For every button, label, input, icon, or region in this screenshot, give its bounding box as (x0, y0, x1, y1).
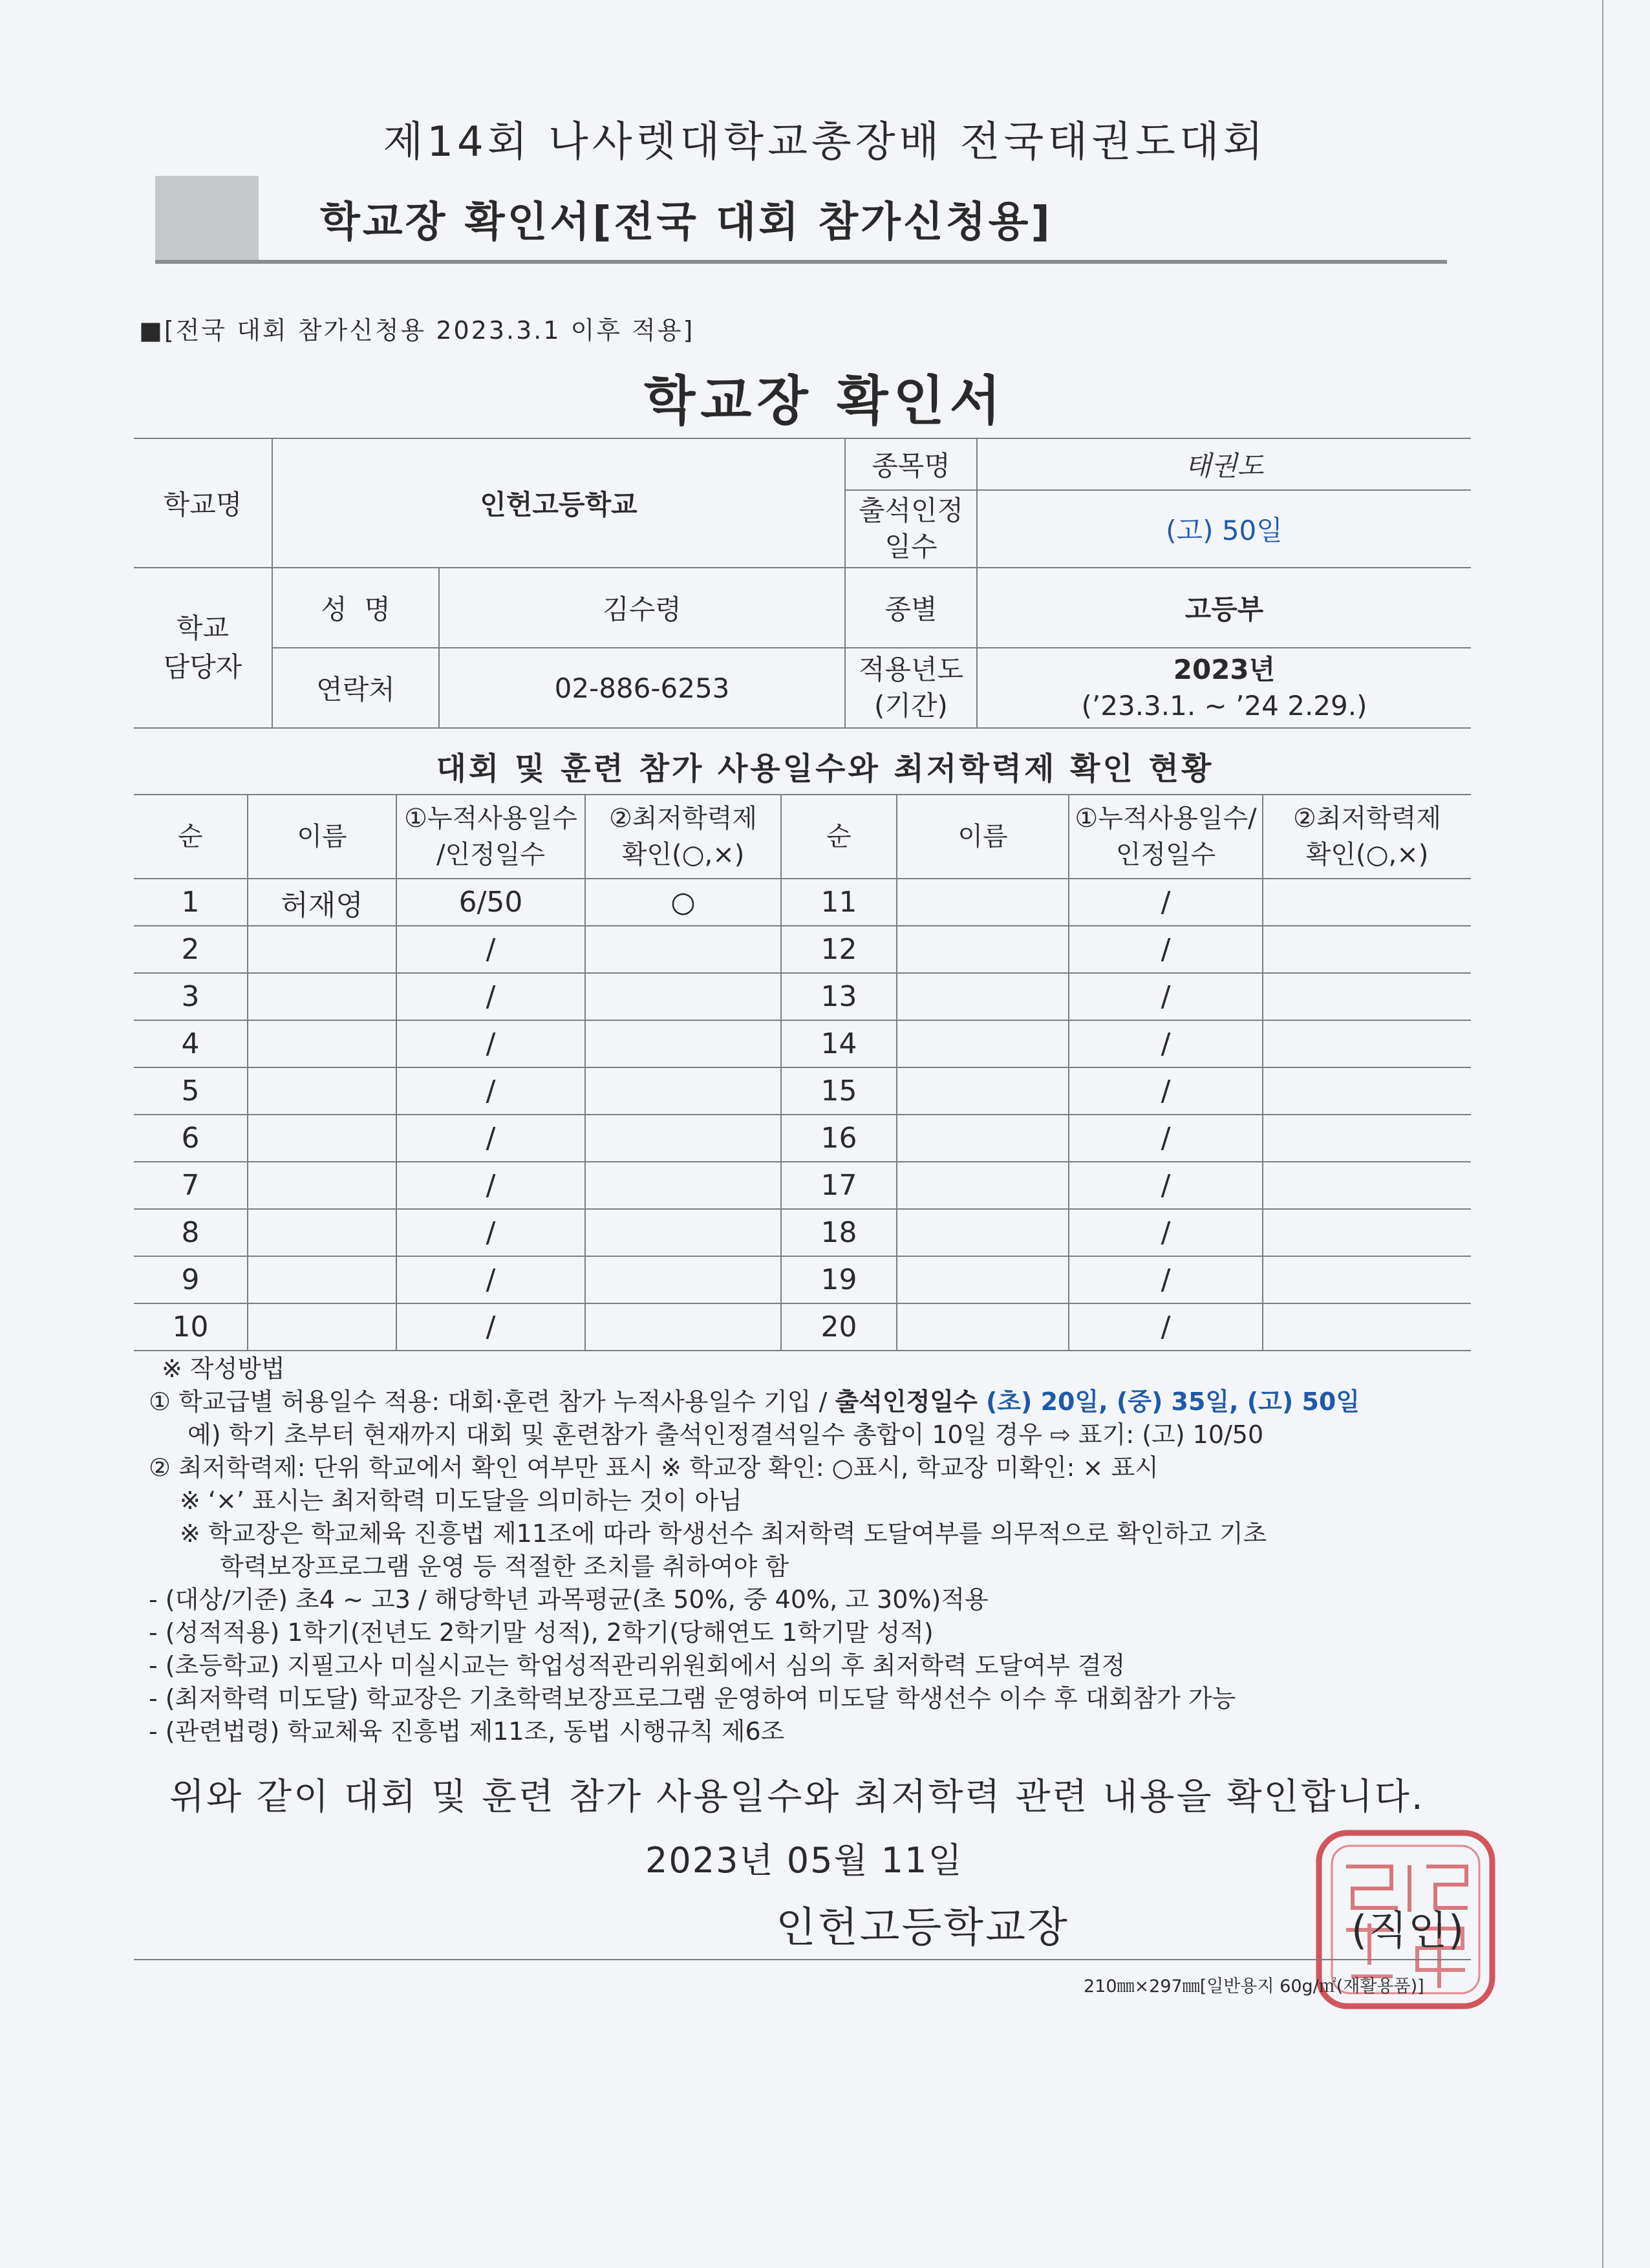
row-no-right: 17 (781, 1162, 897, 1209)
row-no-right: 20 (781, 1303, 897, 1351)
row-min (585, 926, 781, 973)
row-name (248, 926, 396, 973)
detail-4: - (최저학력 미도달) 학교장은 기초학력보장프로그램 운영하여 미도달 학생선수 이수 후 대회참가 가능 (149, 1684, 1236, 1713)
table-row (134, 1162, 1471, 1209)
row-min-right (1263, 879, 1471, 926)
table-row (134, 973, 1471, 1020)
header-min (585, 795, 781, 879)
row-days-right: / (1069, 1209, 1263, 1256)
instructions (149, 1353, 1360, 1748)
row-no: 5 (134, 1067, 248, 1115)
confirmation-text: 위와 같이 대회 및 훈련 참가 사용일수와 최저학력 관련 내용을 확인합니다. (169, 1776, 1425, 1818)
row-min (585, 1162, 781, 1209)
table-row (134, 926, 1471, 973)
row-days: / (396, 1209, 585, 1256)
row-days: / (396, 1115, 585, 1162)
row-no: 1 (134, 879, 248, 926)
row-name-right (897, 973, 1069, 1020)
row-name-right (897, 1209, 1069, 1256)
row-no: 9 (134, 1256, 248, 1303)
header-seq-right: 순 (781, 795, 897, 879)
detail-1: - (대상/기준) 초4 ~ 고3 / 해당학년 과목평균(초 50%, 중 40%, 고 30%)적용 (149, 1585, 989, 1614)
row-min-right (1263, 1303, 1471, 1351)
row-days: / (396, 926, 585, 973)
attend-label-line1: 출석인정 (858, 495, 964, 526)
note-1 (149, 1385, 1360, 1418)
usage-table-header (134, 795, 1471, 879)
row-days-right: / (1069, 926, 1263, 973)
usage-table (134, 794, 1471, 1351)
row-name (248, 1020, 396, 1067)
name-label: 성 명 (272, 568, 439, 648)
row-no-right: 11 (781, 879, 897, 926)
table-row (134, 1020, 1471, 1067)
event-label: 종목명 (845, 438, 977, 490)
row-min-right (1263, 926, 1471, 973)
row-name-right (897, 1115, 1069, 1162)
row-days-right: / (1069, 1162, 1263, 1209)
row-name-right (897, 1020, 1069, 1067)
manager-label (134, 568, 272, 728)
row-no: 4 (134, 1020, 248, 1067)
row-days-right: / (1069, 1303, 1263, 1351)
year-value (977, 648, 1471, 728)
year-value-line1: 2023년 (1173, 654, 1276, 685)
row-days-right: / (1069, 973, 1263, 1020)
row-min-right (1263, 1209, 1471, 1256)
header-min-line2: 확인(○,×) (621, 840, 745, 870)
row-name (248, 1256, 396, 1303)
banner-underline (155, 260, 1447, 264)
header-min-line1: ②최저학력제 (608, 804, 758, 833)
attend-label-line2: 일수 (884, 531, 938, 562)
header-name-right: 이름 (897, 795, 1069, 879)
table-row (134, 1209, 1471, 1256)
header-min-right (1263, 795, 1471, 879)
row-name-right (897, 1303, 1069, 1351)
row-no-right: 13 (781, 973, 897, 1020)
attend-label (845, 490, 977, 568)
row-no: 7 (134, 1162, 248, 1209)
header-name: 이름 (248, 795, 396, 879)
row-min-right (1263, 1067, 1471, 1115)
row-name (248, 1209, 396, 1256)
year-value-line2: (’23.3.1. ~ ’24 2.29.) (1081, 690, 1367, 722)
header-seq: 순 (134, 795, 248, 879)
table-row (134, 1303, 1471, 1351)
principal-name: 인헌고등학교장 (776, 1904, 1069, 1952)
row-name: 허재영 (248, 879, 396, 926)
paper-spec-footer: 210㎜×297㎜[일반용지 60g/㎡(재활용품)] (1084, 1976, 1424, 1996)
row-name (248, 973, 396, 1020)
info-table (134, 438, 1471, 729)
year-label-line2: (기간) (874, 690, 948, 722)
row-name-right (897, 879, 1069, 926)
row-min-right (1263, 1256, 1471, 1303)
document-banner: 학교장 확인서[전국 대회 참가신청용] (320, 198, 1053, 246)
row-days: / (396, 1162, 585, 1209)
detail-2: - (성적적용) 1학기(전년도 2학기말 성적), 2학기(당해연도 1학기말 성적) (149, 1618, 934, 1647)
instructions-heading: ※ 작성방법 (162, 1354, 285, 1383)
row-no: 2 (134, 926, 248, 973)
row-name (248, 1162, 396, 1209)
row-name (248, 1067, 396, 1115)
name-value: 김수령 (439, 568, 845, 648)
row-name-right (897, 1067, 1069, 1115)
manager-label-line2: 담당자 (163, 651, 242, 683)
row-name (248, 1115, 396, 1162)
row-days: 6/50 (396, 879, 585, 926)
year-label-line1: 적용년도 (858, 654, 964, 685)
table-row (134, 1256, 1471, 1303)
table-row (134, 1067, 1471, 1115)
note-2: ② 최저학력제: 단위 학교에서 확인 여부만 표시 ※ 학교장 확인: ○표시, 학교장 미확인: × 표시 (149, 1453, 1159, 1482)
event-value: 태권도 (977, 438, 1471, 490)
main-title: 학교장 확인서 (644, 370, 1006, 432)
year-label (845, 648, 977, 728)
header-days-line2: /인정일수 (436, 840, 546, 870)
detail-3: - (초등학교) 지필고사 미실시교는 학업성적관리위원회에서 심의 후 최저학력 도달여부 결정 (149, 1651, 1126, 1680)
row-days-right: / (1069, 1020, 1263, 1067)
row-min-right (1263, 973, 1471, 1020)
table-row (134, 879, 1471, 926)
row-days: / (396, 1067, 585, 1115)
bottom-divider (134, 1959, 1471, 1960)
note-1-bold: 출석인정일수 (835, 1387, 978, 1416)
table-row (134, 1115, 1471, 1162)
contact-value: 02-886-6253 (439, 648, 845, 728)
issue-date: 2023년 05월 11일 (645, 1840, 963, 1881)
section-title: 대회 및 훈련 참가 사용일수와 최저학력제 확인 현황 (436, 751, 1214, 787)
row-min (585, 1115, 781, 1162)
row-days-right: / (1069, 1256, 1263, 1303)
note-1-example: 예) 학기 초부터 현재까지 대회 및 훈련참가 출석인정결석일수 총합이 10일 경우 ⇨ 표기: (고) 10/50 (188, 1420, 1264, 1449)
row-no-right: 15 (781, 1067, 897, 1115)
row-min: ○ (585, 879, 781, 926)
row-min (585, 1209, 781, 1256)
note-2-x: ※ ‘×’ 표시는 최저학력 미도달을 의미하는 것이 아님 (180, 1486, 742, 1515)
contact-label: 연락처 (272, 648, 439, 728)
division-value: 고등부 (977, 568, 1471, 648)
row-name-right (897, 926, 1069, 973)
note-1-days: (초) 20일, (중) 35일, (고) 50일 (977, 1387, 1360, 1416)
header-days-right (1069, 795, 1263, 879)
apply-note: ■[전국 대회 참가신청용 2023.3.1 이후 적용] (139, 316, 695, 345)
row-no-right: 14 (781, 1020, 897, 1067)
row-days: / (396, 1256, 585, 1303)
note-2-principal-1: ※ 학교장은 학교체육 진흥법 제11조에 따라 학생선수 최저학력 도달여부를 의무적으로 확인하고 기초 (180, 1519, 1267, 1548)
row-days-right: / (1069, 879, 1263, 926)
row-min-right (1263, 1020, 1471, 1067)
row-min-right (1263, 1162, 1471, 1209)
header-days-right-line2: 인정일수 (1115, 840, 1216, 870)
note-2-principal-2: 학력보장프로그램 운영 등 적절한 조치를 취하여야 함 (220, 1552, 789, 1581)
row-min-right (1263, 1115, 1471, 1162)
row-days: / (396, 973, 585, 1020)
contest-title: 제14회 나사렛대학교총장배 전국태권도대회 (383, 118, 1267, 166)
row-no: 8 (134, 1209, 248, 1256)
row-days: / (396, 1020, 585, 1067)
row-min (585, 1256, 781, 1303)
banner-gray-block (155, 176, 259, 260)
row-no: 10 (134, 1303, 248, 1351)
attend-value: (고) 50일 (977, 490, 1471, 568)
row-min (585, 973, 781, 1020)
row-no: 3 (134, 973, 248, 1020)
division-label: 종별 (845, 568, 977, 648)
row-min (585, 1067, 781, 1115)
header-min-right-line2: 확인(○,×) (1305, 840, 1429, 870)
header-days (396, 795, 585, 879)
row-no-right: 16 (781, 1115, 897, 1162)
school-label: 학교명 (134, 438, 272, 568)
row-name-right (897, 1162, 1069, 1209)
row-min (585, 1303, 781, 1351)
note-1-text: ① 학교급별 허용일수 적용: 대회·훈련 참가 누적사용일수 기입 / (149, 1387, 835, 1416)
row-min (585, 1020, 781, 1067)
row-days-right: / (1069, 1067, 1263, 1115)
manager-label-line1: 학교 (176, 612, 230, 644)
seal-label: (직인) (1351, 1907, 1466, 1954)
header-min-right-line1: ②최저학력제 (1292, 804, 1442, 833)
page-edge (1602, 0, 1603, 2268)
row-name (248, 1303, 396, 1351)
row-name-right (897, 1256, 1069, 1303)
row-no-right: 18 (781, 1209, 897, 1256)
header-days-right-line1: ①누적사용일수/ (1075, 804, 1257, 833)
row-no-right: 12 (781, 926, 897, 973)
row-no-right: 19 (781, 1256, 897, 1303)
row-no: 6 (134, 1115, 248, 1162)
detail-5: - (관련법령) 학교체육 진흥법 제11조, 동법 시행규칙 제6조 (149, 1717, 785, 1746)
header-days-line1: ①누적사용일수 (404, 804, 577, 833)
row-days: / (396, 1303, 585, 1351)
school-value: 인헌고등학교 (272, 438, 845, 568)
row-days-right: / (1069, 1115, 1263, 1162)
